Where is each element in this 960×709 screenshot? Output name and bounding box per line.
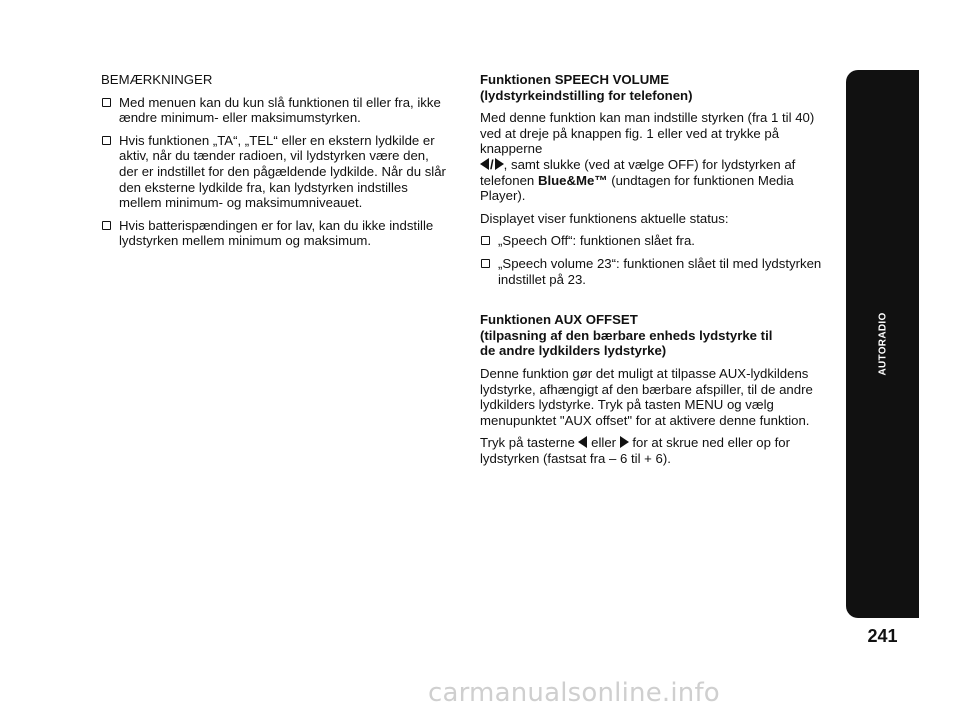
notes-heading: BEMÆRKNINGER: [101, 72, 213, 87]
checkbox-bullet-icon: [481, 259, 490, 268]
section-tab: [846, 70, 919, 618]
status-intro: Displayet viser funktionens aktuelle status:: [480, 210, 729, 226]
list-item: „Speech volume 23“: funktionen slået til med lydstyrken indstillet på 23.: [480, 256, 835, 287]
notes-column: [101, 72, 451, 256]
watermark: carmanualsonline.info: [428, 678, 720, 708]
page-number: 241: [867, 626, 898, 646]
aux-offset-description: Denne funktion gør det muligt at tilpasse AUX-lydkildens lydstyrke, afhængigt af den bærbare afspiller, til de andre lydkilders lydstyrke. Tryk på tasten MENU og vælg menupunktet "AUX offset" for at aktivere denne funktion.: [480, 365, 813, 428]
section-tab-label: AUTORADIO: [877, 312, 888, 376]
list-item: Hvis funktionen „TA“, „TEL“ eller en ekstern lydkilde er aktiv, når du tænder radioen, vil lydstyrken være den, der er indstillet for den pågældende lydkilde. Når du slår den eksterne lydkilde fra, kan lydstyrken indstilles mellem minimum- og maksimumniveauet.: [101, 133, 451, 211]
aux-offset-heading: Funktionen AUX OFFSET (tilpasning af den bærbare enheds lydstyrke til de andre lydkilders lydstyrke): [480, 312, 773, 359]
notes-list: [101, 95, 451, 249]
list-item: Med menuen kan du kun slå funktionen til eller fra, ikke ændre minimum- eller maksimumstyrken.: [101, 95, 451, 126]
arrow-right-icon: [495, 158, 504, 170]
checkbox-bullet-icon: [102, 221, 111, 230]
list-item: Hvis batterispændingen er for lav, kan du ikke indstille lydstyrken mellem minimum og maksimum.: [101, 218, 451, 249]
checkbox-bullet-icon: [102, 98, 111, 107]
checkbox-bullet-icon: [102, 136, 111, 145]
functions-column: [480, 72, 835, 473]
checkbox-bullet-icon: [481, 236, 490, 245]
arrow-right-icon: [620, 436, 629, 448]
speech-volume-heading: Funktionen SPEECH VOLUME (lydstyrkeindstilling for telefonen): [480, 72, 693, 103]
list-item: „Speech Off“: funktionen slået fra.: [480, 233, 835, 249]
arrow-left-icon: [480, 158, 489, 170]
speech-volume-description: Med denne funktion kan man indstille styrken (fra 1 til 40) ved at dreje på knappen fig. 1 eller ved at trykke på knapperne / , samt slukke (ved at vælge OFF) for lydstyrken af telefonen Blue&Me™ (undtagen for funktionen Media Player).: [480, 110, 815, 204]
aux-offset-instructions: Tryk på tasterne eller for at skrue ned eller op for lydstyrken (fastsat fra – 6 til + 6).: [480, 435, 790, 466]
speech-status-list: [480, 233, 835, 287]
